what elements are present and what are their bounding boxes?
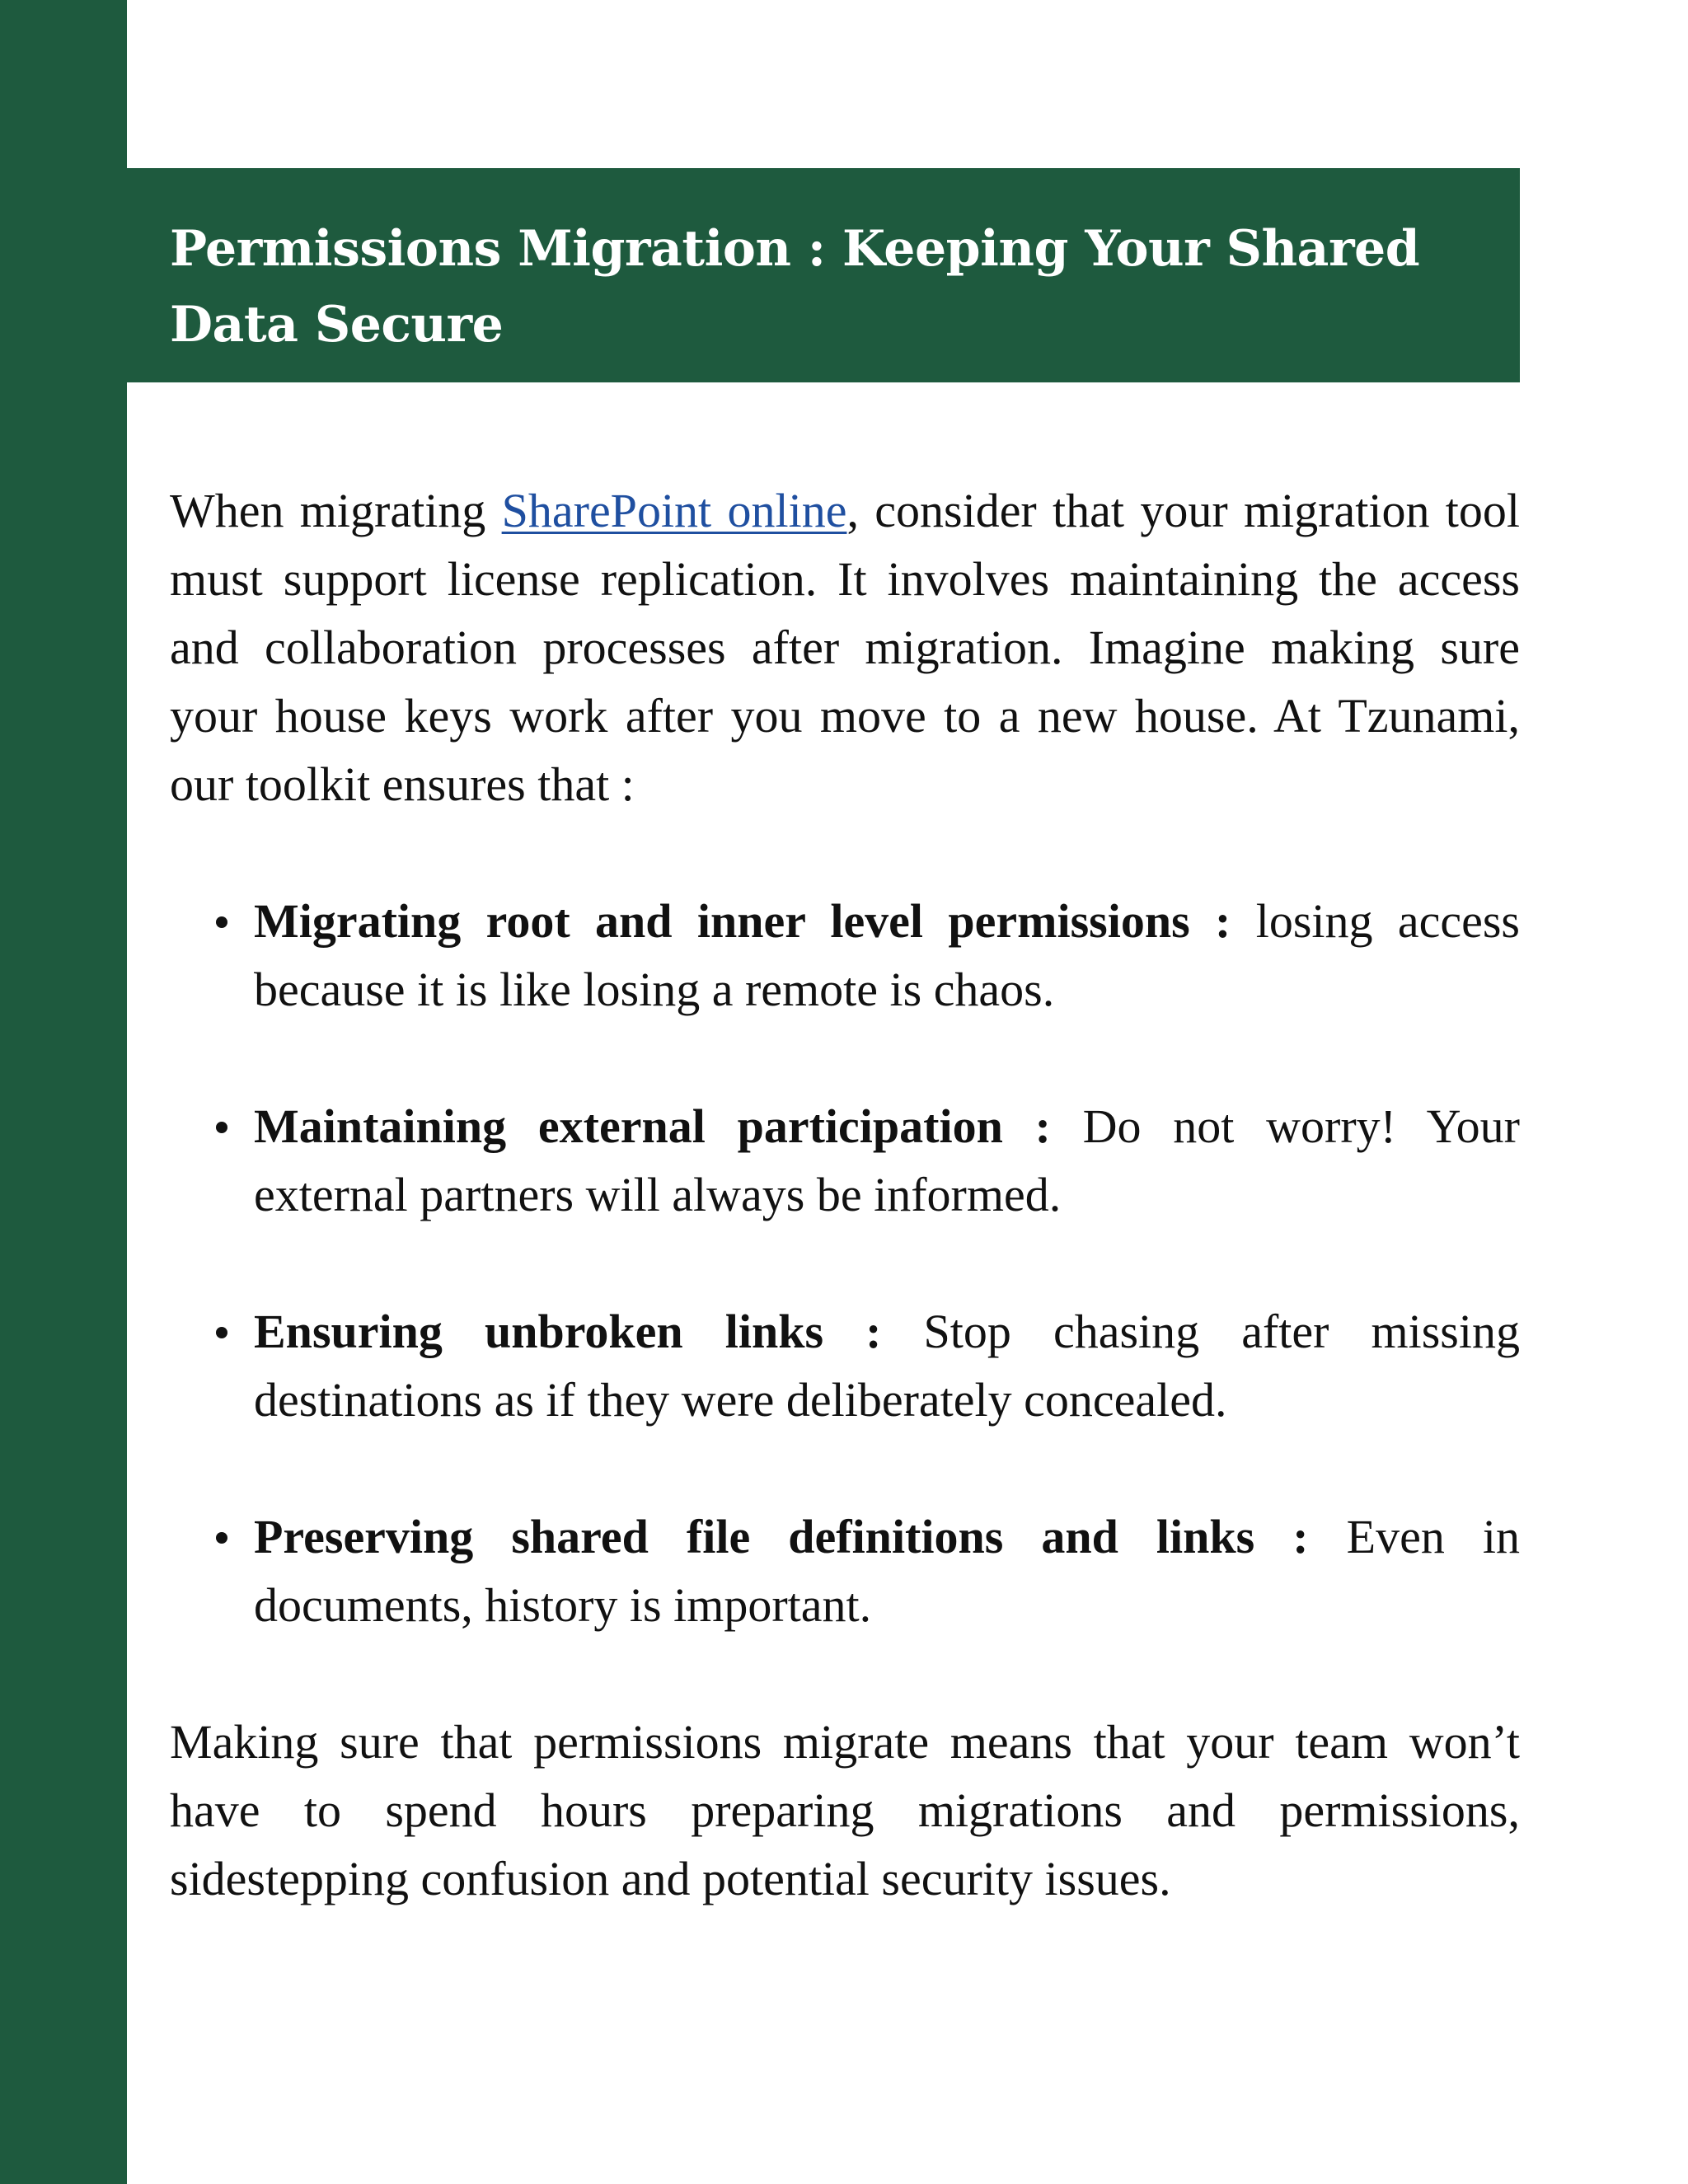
feature-list (170, 887, 1520, 1639)
list-item-text: Even in documents, history is important. (254, 1510, 1520, 1632)
intro-paragraph (170, 476, 1520, 818)
bullet-icon (216, 1327, 227, 1338)
list-item-term: Preserving shared file definitions and links : (254, 1510, 1309, 1563)
bullet-icon (216, 1532, 227, 1544)
bullet-icon (216, 916, 227, 928)
closing-paragraph: Making sure that permissions migrate means that your team won’t have to spend hours preparing migrations and permissions, sidestepping confusion and potential security issues. (170, 1715, 1520, 1905)
left-accent-bar (0, 0, 127, 2184)
list-item-text: losing access because it is like losing a remote is chaos. (254, 894, 1520, 1016)
page-title: Permissions Migration : Keeping Your Shared Data Secure (170, 220, 1420, 354)
article-body (170, 476, 1520, 1913)
sharepoint-online-link[interactable]: SharePoint online (501, 484, 847, 537)
list-item-text: Stop chasing after missing destinations as if they were deliberately concealed. (254, 1305, 1520, 1427)
intro-text-before-link: When migrating (170, 484, 502, 537)
list-item-term: Ensuring unbroken links : (254, 1305, 882, 1358)
list-item (170, 1502, 1520, 1639)
list-item (170, 1092, 1520, 1229)
intro-text-after-link: , consider that your migration tool must support license replication. It involves maintaining the access and collaboration processes after migration. Imagine making sure your house keys work after you move to a new house. At Tzunami, our toolkit ensures that : (170, 484, 1521, 811)
bullet-icon (216, 1122, 227, 1133)
list-item-term: Maintaining external participation : (254, 1099, 1051, 1153)
list-item-term: Migrating root and inner level permissions : (254, 894, 1231, 948)
list-item (170, 1297, 1520, 1434)
title-banner (127, 168, 1520, 382)
list-item-text: Do not worry! Your external partners will always be informed. (254, 1099, 1520, 1221)
list-item (170, 887, 1520, 1024)
